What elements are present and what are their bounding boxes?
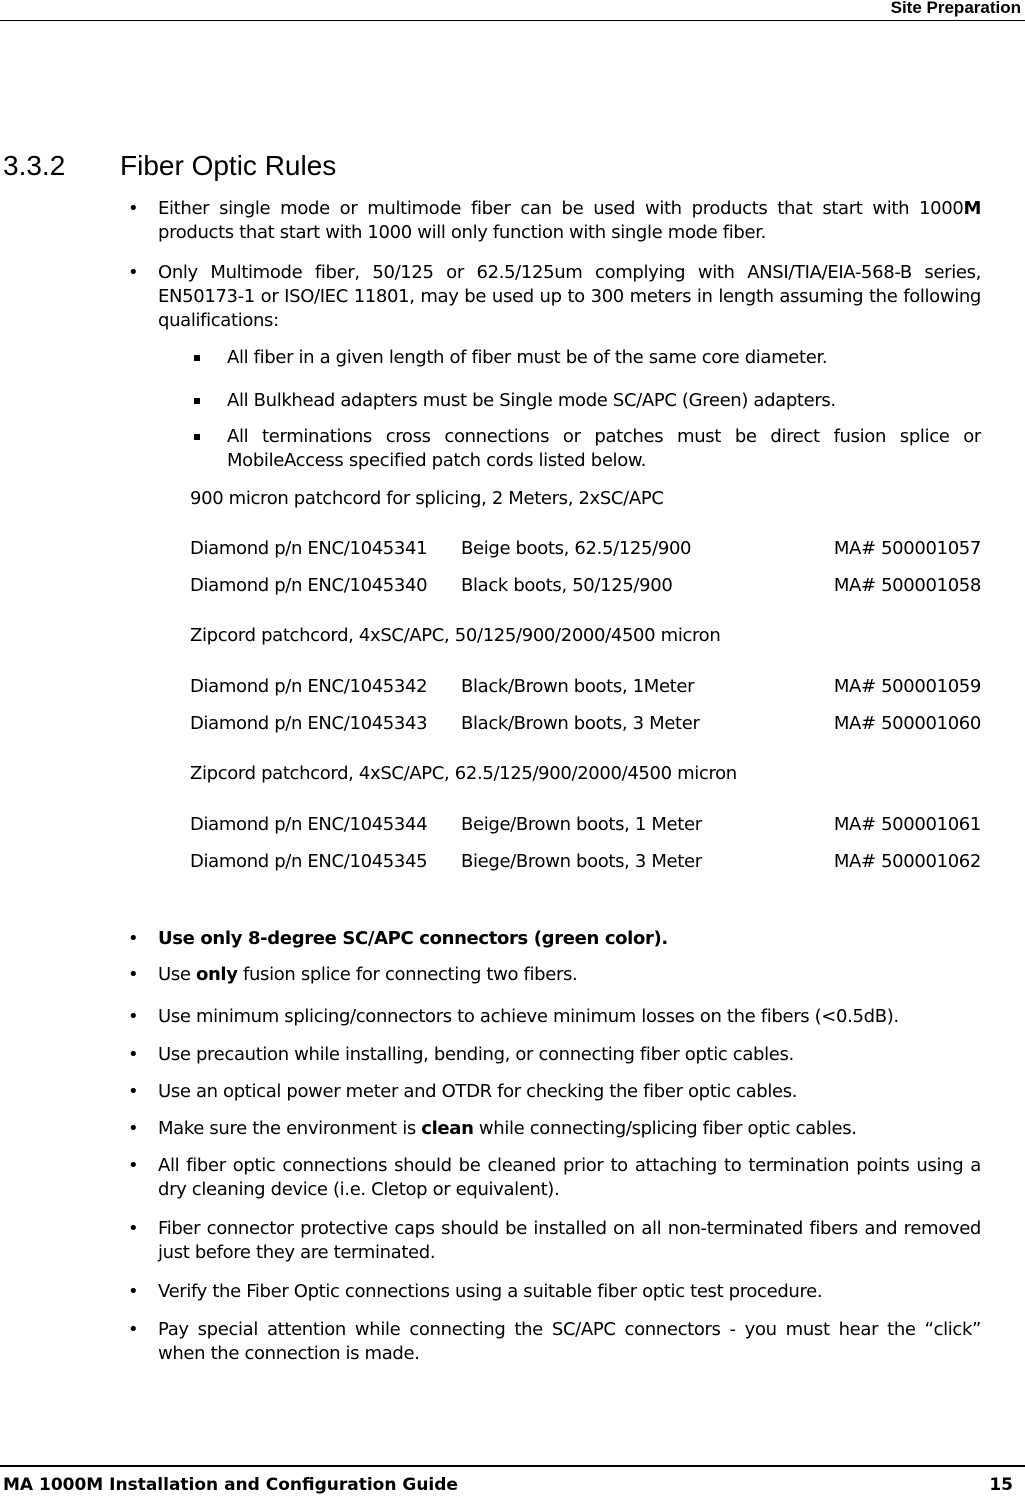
part-description: Biege/Brown boots, 3 Meter	[461, 851, 702, 872]
part-number: Diamond p/n ENC/1045345	[190, 851, 428, 872]
sub-bullet: All fiber in a given length of fiber must be of the same core diameter.	[227, 347, 828, 368]
bullet-protective-caps: Fiber connector protective caps should be installed on all non-terminated fibers and removed just before they are terminated.	[158, 1218, 981, 1263]
bullet-icon: •	[128, 1281, 139, 1302]
bullet-icon: •	[128, 1118, 139, 1139]
page-number: 15	[989, 1475, 1013, 1495]
part-description: Black/Brown boots, 1Meter	[461, 676, 695, 697]
bullet-text: while connecting/splicing fiber optic cables.	[473, 1118, 857, 1139]
footer-rule	[0, 1465, 1025, 1467]
part-number: Diamond p/n ENC/1045342	[190, 676, 428, 697]
section-heading	[3, 150, 336, 182]
sub-bullet: All Bulkhead adapters must be Single mode SC/APC (Green) adapters.	[227, 390, 836, 411]
bullet-precaution: Use precaution while installing, bending, or connecting fiber optic cables.	[158, 1044, 794, 1065]
bullet-icon: •	[128, 964, 139, 985]
part-description: Beige boots, 62.5/125/900	[461, 538, 692, 559]
header-title: Site Preparation	[890, 0, 1021, 17]
bullet-fusion-splice	[158, 963, 577, 987]
bullet-power-meter: Use an optical power meter and OTDR for checking the fiber optic cables.	[158, 1081, 798, 1102]
bullet-text: Use	[158, 964, 196, 985]
bullet-multimode-rules: Only Multimode fiber, 50/125 or 62.5/125um complying with ANSI/TIA/EIA-568-B series, EN50173-1 or ISO/IEC 11801, may be used up to 300 meters in length assuming the following qualifications:	[158, 262, 981, 331]
bullet-icon: •	[128, 262, 139, 283]
bullet-icon: •	[128, 1081, 139, 1102]
bullet-click: Pay special attention while connecting the SC/APC connectors - you must hear the “click” when the connection is made.	[158, 1319, 981, 1364]
ma-number: MA# 500001058	[833, 575, 981, 596]
bullet-single-multimode	[158, 197, 981, 245]
part-description: Black boots, 50/125/900	[461, 575, 673, 596]
group-title: 900 micron patchcord for splicing, 2 Meters, 2xSC/APC	[190, 488, 664, 509]
table-row	[190, 537, 981, 561]
footer-guide-title: MA 1000M Installation and Configuration Guide	[3, 1475, 458, 1495]
table-row	[190, 813, 981, 837]
ma-number: MA# 500001062	[833, 851, 981, 872]
ma-number: MA# 500001060	[833, 713, 981, 734]
part-number: Diamond p/n ENC/1045341	[190, 538, 428, 559]
bullet-text: products that start with 1000 will only function with single mode fiber.	[158, 222, 766, 243]
part-number: Diamond p/n ENC/1045344	[190, 814, 428, 835]
bullet-bold: M	[963, 198, 981, 219]
square-bullet-icon	[194, 398, 200, 404]
section-number: 3.3.2	[3, 150, 66, 181]
header-rule	[0, 20, 1025, 21]
part-number: Diamond p/n ENC/1045343	[190, 713, 428, 734]
bullet-icon: •	[128, 198, 139, 219]
ma-number: MA# 500001061	[833, 814, 981, 835]
square-bullet-icon	[194, 355, 200, 361]
table-row	[190, 574, 981, 598]
bullet-bold: only	[195, 964, 238, 985]
bullet-connectors-note: Use only 8-degree SC/APC connectors (green color).	[158, 928, 668, 949]
square-bullet-icon	[194, 434, 200, 440]
bullet-cleaning: All fiber optic connections should be cleaned prior to attaching to termination points using a dry cleaning device (i.e. Cletop or equivalent).	[158, 1155, 981, 1200]
bullet-minimum-losses: Use minimum splicing/connectors to achieve minimum losses on the fibers (<0.5dB).	[158, 1006, 899, 1027]
bullet-icon: •	[128, 1218, 139, 1239]
bullet-text: Make sure the environment is	[158, 1118, 422, 1139]
bullet-icon: •	[128, 1319, 139, 1340]
table-row	[190, 675, 981, 699]
section-title: Fiber Optic Rules	[120, 150, 337, 181]
part-description: Black/Brown boots, 3 Meter	[461, 713, 700, 734]
group-title: Zipcord patchcord, 4xSC/APC, 50/125/900/2000/4500 micron	[190, 625, 721, 646]
part-number: Diamond p/n ENC/1045340	[190, 575, 428, 596]
table-row	[190, 712, 981, 736]
bullet-icon: •	[128, 1006, 139, 1027]
ma-number: MA# 500001059	[833, 676, 981, 697]
part-description: Beige/Brown boots, 1 Meter	[461, 814, 702, 835]
bullet-icon: •	[128, 928, 139, 949]
bullet-text: fusion splice for connecting two fibers.	[237, 964, 578, 985]
bullet-clean-environment	[158, 1117, 857, 1141]
group-title: Zipcord patchcord, 4xSC/APC, 62.5/125/900/2000/4500 micron	[190, 763, 737, 784]
bullet-text: Either single mode or multimode fiber can be used with products that start with 1000	[158, 198, 964, 219]
bullet-verify: Verify the Fiber Optic connections using a suitable fiber optic test procedure.	[158, 1281, 823, 1302]
bullet-bold: clean	[421, 1118, 474, 1139]
ma-number: MA# 500001057	[833, 538, 981, 559]
bullet-icon: •	[128, 1044, 139, 1065]
table-row	[190, 850, 981, 874]
sub-bullet: All terminations cross connections or patches must be direct fusion splice or MobileAccess specified patch cords listed below.	[227, 426, 981, 471]
bullet-icon: •	[128, 1155, 139, 1176]
